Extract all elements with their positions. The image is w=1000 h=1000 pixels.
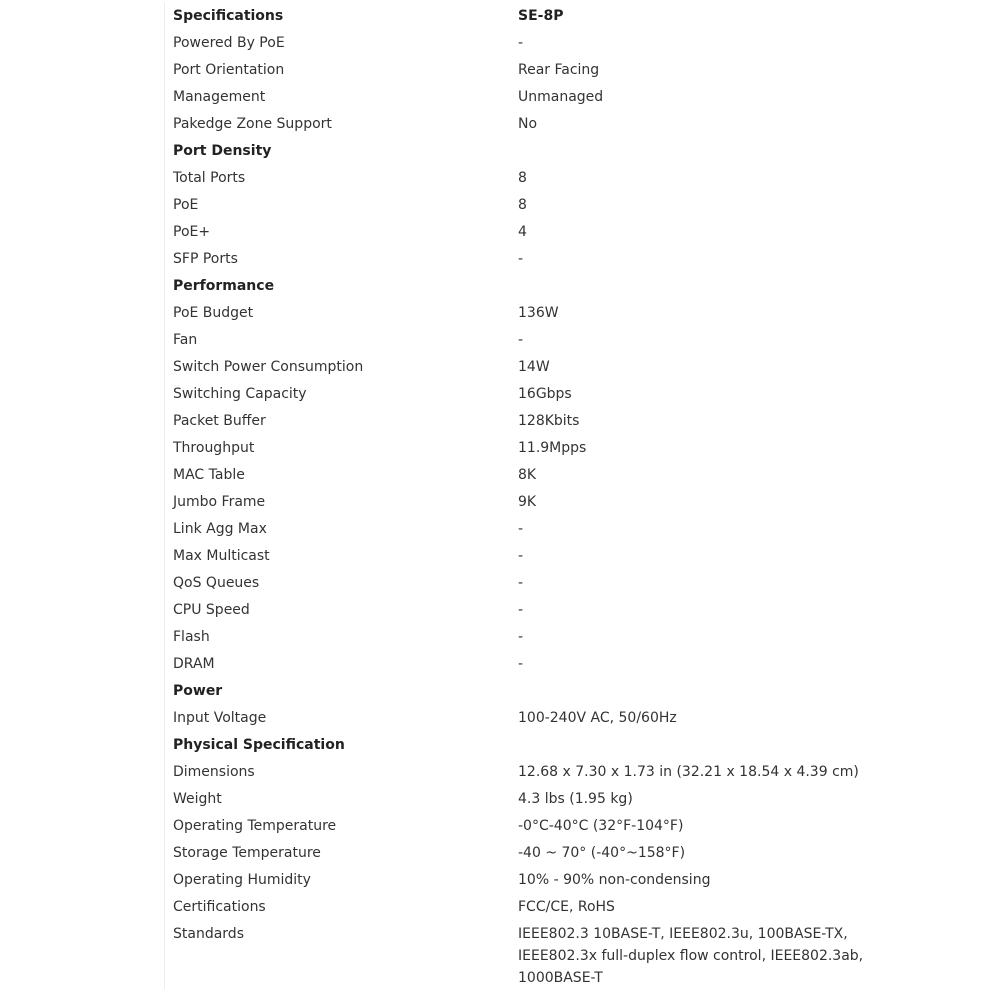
spec-row xyxy=(165,570,865,597)
spec-row xyxy=(165,894,865,921)
spec-value: 12.68 x 7.30 x 1.73 in (32.21 x 18.54 x 4.39 cm) xyxy=(518,764,859,780)
section-title: Port Density xyxy=(173,143,272,159)
spec-label: MAC Table xyxy=(173,467,245,483)
spec-label: Weight xyxy=(173,791,222,807)
spec-label: Input Voltage xyxy=(173,710,267,726)
spec-row xyxy=(165,624,865,651)
spec-row xyxy=(165,867,865,894)
spec-label: Dimensions xyxy=(173,764,255,780)
spec-label: PoE xyxy=(173,197,199,213)
spec-row xyxy=(165,786,865,813)
spec-value: 100-240V AC, 50/60Hz xyxy=(518,710,677,726)
spec-value: 8 xyxy=(518,170,527,186)
spec-value: 9K xyxy=(518,494,537,510)
spec-label: PoE+ xyxy=(173,224,211,240)
header-label: Specifications xyxy=(173,8,284,24)
spec-value: FCC/CE, RoHS xyxy=(518,899,615,915)
spec-row xyxy=(165,435,865,462)
spec-value: 10% - 90% non-condensing xyxy=(518,872,711,888)
spec-label: Flash xyxy=(173,629,210,645)
spec-label: Port Orientation xyxy=(173,62,285,78)
section-title: Performance xyxy=(173,278,275,294)
spec-row xyxy=(165,489,865,516)
spec-label: Storage Temperature xyxy=(173,845,321,861)
spec-value xyxy=(518,921,865,989)
spec-label: Operating Temperature xyxy=(173,818,337,834)
section-header-row xyxy=(165,138,865,165)
spec-row xyxy=(165,327,865,354)
spec-row xyxy=(165,111,865,138)
spec-label: Switch Power Consumption xyxy=(173,359,364,375)
table-header-row xyxy=(165,3,865,30)
spec-row xyxy=(165,354,865,381)
spec-row xyxy=(165,408,865,435)
spec-value: 4.3 lbs (1.95 kg) xyxy=(518,791,633,807)
header-model: SE-8P xyxy=(518,8,564,24)
spec-label: Packet Buffer xyxy=(173,413,266,429)
spec-label: Total Ports xyxy=(173,170,246,186)
spec-row-standards xyxy=(165,921,865,989)
spec-row xyxy=(165,705,865,732)
spec-label: Jumbo Frame xyxy=(173,494,266,510)
spec-row xyxy=(165,381,865,408)
spec-value: Rear Facing xyxy=(518,62,600,78)
spec-label: Link Agg Max xyxy=(173,521,267,537)
specifications-table xyxy=(164,3,865,989)
spec-row xyxy=(165,246,865,273)
spec-value: - xyxy=(518,575,524,591)
standards-line: IEEE802.3x full-duplex flow control, IEEE802.3ab, xyxy=(518,948,864,964)
spec-value: 4 xyxy=(518,224,527,240)
spec-row xyxy=(165,651,865,678)
spec-row xyxy=(165,516,865,543)
section-header-row xyxy=(165,732,865,759)
spec-value: 14W xyxy=(518,359,550,375)
spec-value: - xyxy=(518,332,524,348)
spec-row xyxy=(165,300,865,327)
spec-label: Operating Humidity xyxy=(173,872,311,888)
spec-row xyxy=(165,813,865,840)
spec-label: CPU Speed xyxy=(173,602,250,618)
spec-label: Certifications xyxy=(173,899,266,915)
spec-value: No xyxy=(518,116,538,132)
spec-value: - xyxy=(518,35,524,51)
spec-label: Switching Capacity xyxy=(173,386,307,402)
spec-label: DRAM xyxy=(173,656,215,672)
spec-value: 128Kbits xyxy=(518,413,580,429)
spec-row xyxy=(165,759,865,786)
spec-value: - xyxy=(518,521,524,537)
standards-line: 1000BASE-T xyxy=(518,970,603,986)
spec-label: Management xyxy=(173,89,266,105)
spec-row xyxy=(165,165,865,192)
spec-row xyxy=(165,543,865,570)
spec-label: Max Multicast xyxy=(173,548,270,564)
section-title: Physical Specification xyxy=(173,737,345,753)
section-header-row xyxy=(165,678,865,705)
spec-row xyxy=(165,597,865,624)
spec-row xyxy=(165,462,865,489)
spec-row xyxy=(165,84,865,111)
spec-value: - xyxy=(518,251,524,267)
spec-value: -40 ~ 70° (-40°~158°F) xyxy=(518,845,686,861)
spec-label: PoE Budget xyxy=(173,305,254,321)
spec-value: -0°C-40°C (32°F-104°F) xyxy=(518,818,684,834)
spec-label: SFP Ports xyxy=(173,251,238,267)
spec-label: Standards xyxy=(173,926,244,942)
spec-rows xyxy=(165,30,865,921)
spec-label: Pakedge Zone Support xyxy=(173,116,332,132)
spec-row xyxy=(165,57,865,84)
spec-value: - xyxy=(518,602,524,618)
spec-value: 8K xyxy=(518,467,537,483)
spec-value: 136W xyxy=(518,305,559,321)
section-header-row xyxy=(165,273,865,300)
spec-value: 8 xyxy=(518,197,527,213)
spec-label: Powered By PoE xyxy=(173,35,285,51)
spec-label: QoS Queues xyxy=(173,575,260,591)
spec-value: - xyxy=(518,629,524,645)
spec-label: Fan xyxy=(173,332,198,348)
section-title: Power xyxy=(173,683,223,699)
spec-value: - xyxy=(518,548,524,564)
spec-row xyxy=(165,840,865,867)
spec-row xyxy=(165,192,865,219)
spec-value: 11.9Mpps xyxy=(518,440,587,456)
standards-line: IEEE802.3 10BASE-T, IEEE802.3u, 100BASE-TX, xyxy=(518,926,848,942)
spec-label: Throughput xyxy=(173,440,255,456)
spec-value: Unmanaged xyxy=(518,89,604,105)
spec-value: 16Gbps xyxy=(518,386,572,402)
spec-row xyxy=(165,30,865,57)
spec-row xyxy=(165,219,865,246)
spec-value: - xyxy=(518,656,524,672)
